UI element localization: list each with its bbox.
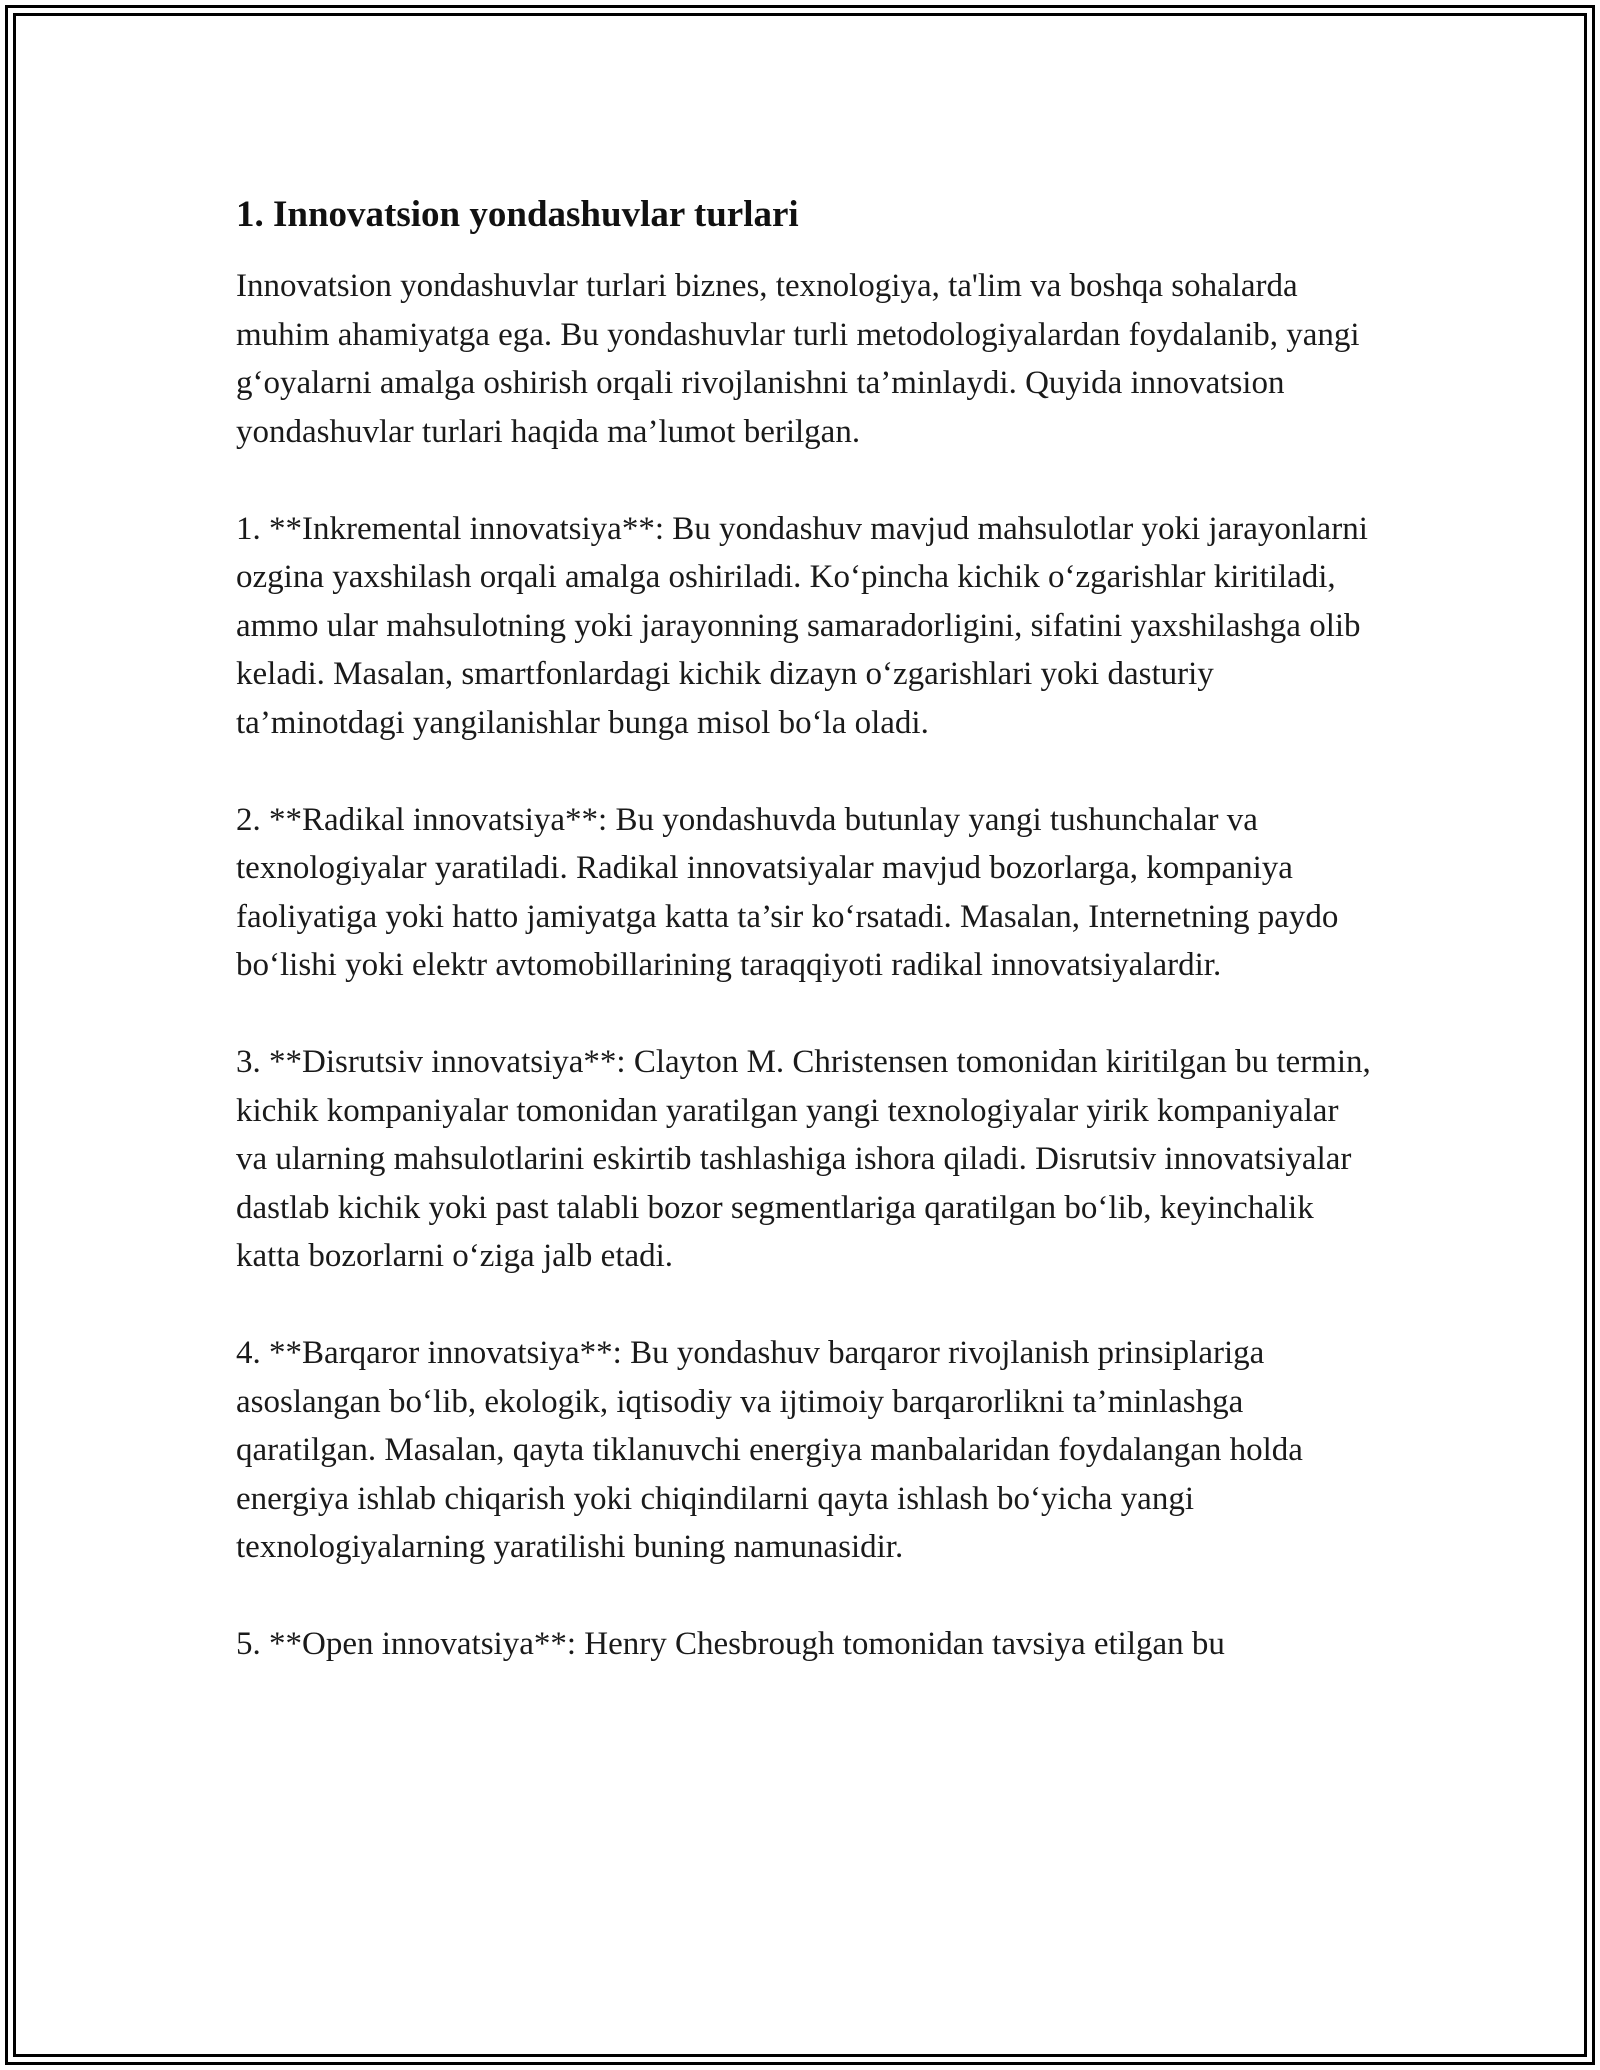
document-title: 1. Innovatsion yondashuvlar turlari <box>236 194 799 235</box>
paragraph-open: 5. **Open innovatsiya**: Henry Chesbrough tomonidan tavsiya etilgan bu <box>236 1626 1225 1662</box>
document-body <box>236 190 1376 1717</box>
paragraph-inkremental: 1. **Inkremental innovatsiya**: Bu yondashuv mavjud mahsulotlar yoki jarayonlarni ozgina yaxshilash orqali amalga oshiriladi. Ko‘pincha kichik o‘zgarishlar kiritiladi, ammo ular mahsulotning yoki jarayonning samaradorligini, sifatini yaxshilashga olib keladi. Masalan, smartfonlardagi kichik dizayn o‘zgarishlari yoki dasturiy ta’minotdagi yangilanishlar bunga misol bo‘la oladi. <box>236 510 1368 741</box>
paragraph-disrutsiv: 3. **Disrutsiv innovatsiya**: Clayton M. Christensen tomonidan kiritilgan bu termin, kichik kompaniyalar tomonidan yaratilgan yangi texnologiyalar yirik kompaniyalar va ularning mahsulotlarini eskirtib tashlashiga ishora qiladi. Disrutsiv innovatsiyalar dastlab kichik yoki past talabli bozor segmentlariga qaratilgan bo‘lib, keyinchalik katta bozorlarni o‘ziga jalb etadi. <box>236 1044 1371 1274</box>
paragraph-radikal: 2. **Radikal innovatsiya**: Bu yondashuvda butunlay yangi tushunchalar va texnologiyalar yaratiladi. Radikal innovatsiyalar mavjud bozorlarga, kompaniya faoliyatiga yoki hatto jamiyatga katta ta’sir ko‘rsatadi. Masalan, Internetning paydo bo‘lishi yoki elektr avtomobillarining taraqqiyoti radikal innovatsiyalardir. <box>236 801 1339 983</box>
intro-paragraph: Innovatsion yondashuvlar turlari biznes, texnologiya, ta'lim va boshqa sohalarda muhim ahamiyatga ega. Bu yondashuvlar turli metodologiyalardan foydalanib, yangi g‘oyalarni amalga oshirish orqali rivojlanishni ta’minlaydi. Quyida innovatsion yondashuvlar turlari haqida ma’lumot berilgan. <box>236 268 1360 450</box>
paragraph-barqaror: 4. **Barqaror innovatsiya**: Bu yondashuv barqaror rivojlanish prinsiplariga asoslangan bo‘lib, ekologik, iqtisodiy va ijtimoiy barqarorlikni ta’minlashga qaratilgan. Masalan, qayta tiklanuvchi energiya manbalaridan foydalangan holda energiya ishlab chiqarish yoki chiqindilarni qayta ishlash bo‘yicha yangi texnologiyalarning yaratilishi buning namunasidir. <box>236 1335 1303 1565</box>
